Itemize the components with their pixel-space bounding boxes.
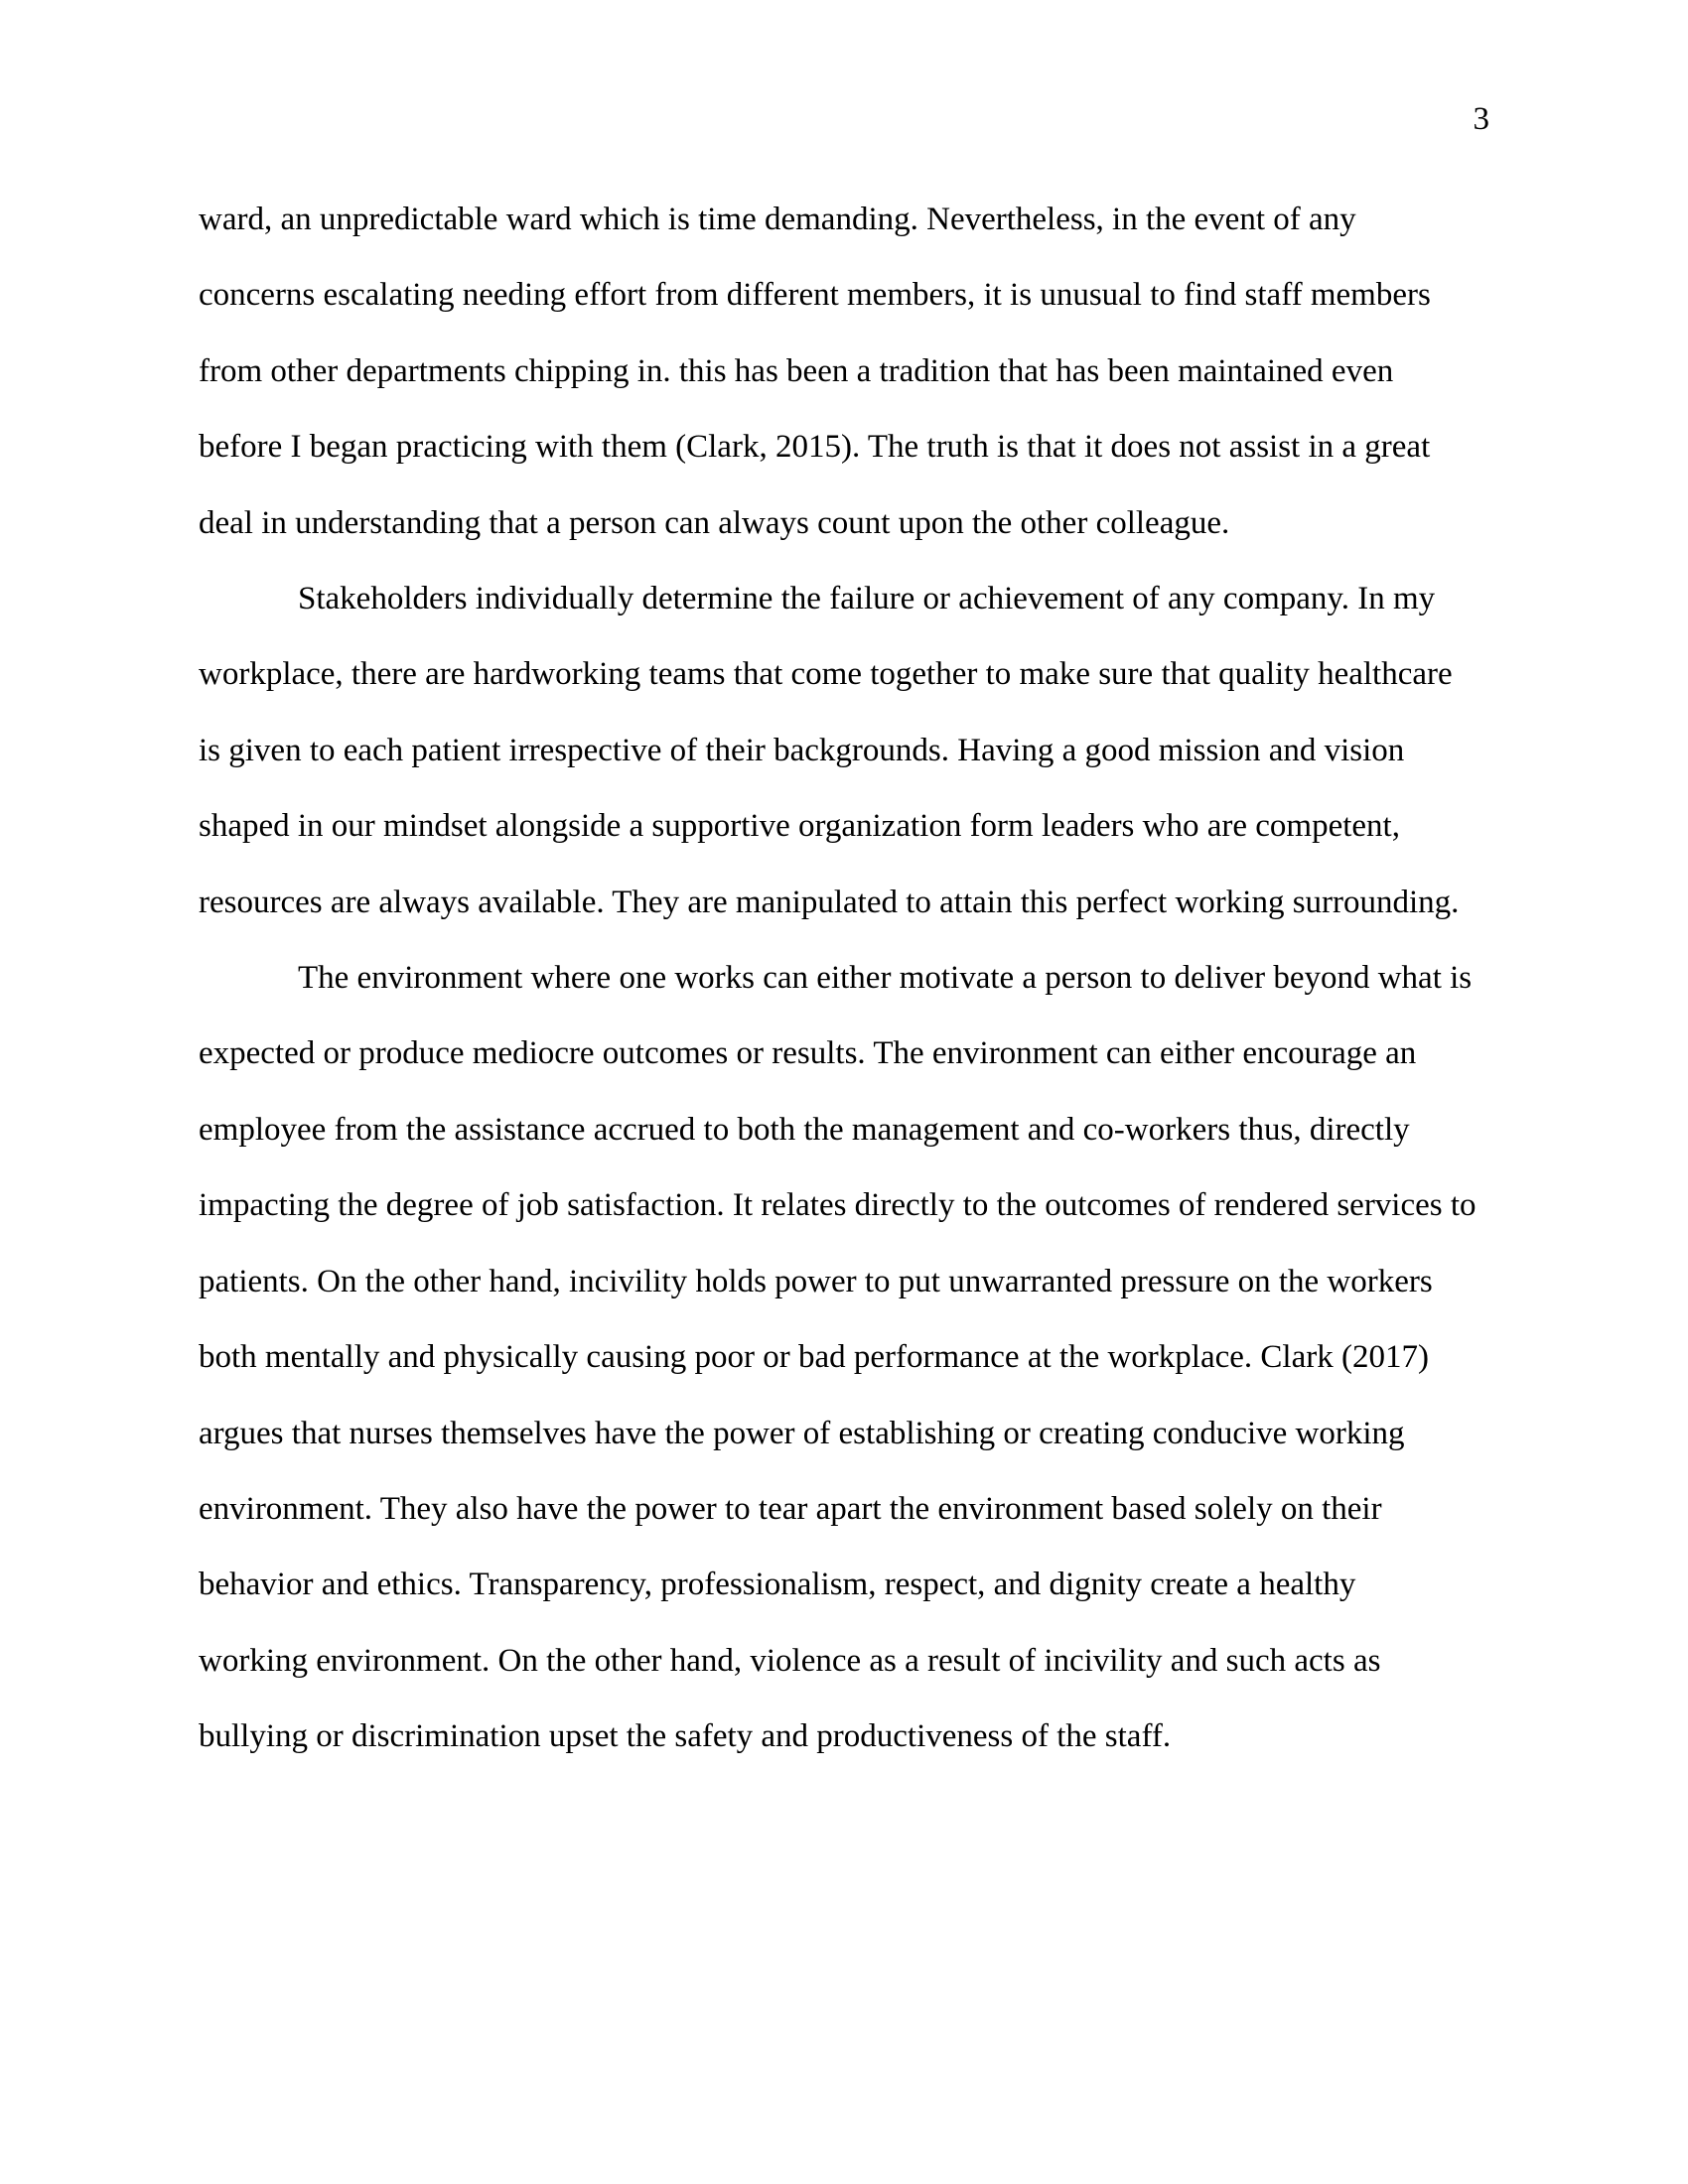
paragraph-2 [199,561,1489,940]
text-line: workplace, there are hardworking teams that come together to make sure that quality healthcare [199,656,1453,693]
text-line: shaped in our mindset alongside a supportive organization form leaders who are competent, [199,808,1400,845]
page-number: 3 [1473,101,1489,137]
text-line: both mentally and physically causing poor or bad performance at the workplace. Clark (2017) [199,1339,1429,1376]
paragraph-3 [199,940,1489,1774]
text-line-indented: The environment where one works can either motivate a person to deliver beyond what is [298,960,1473,997]
text-line: is given to each patient irrespective of their backgrounds. Having a good mission and vision [199,732,1405,768]
text-line: deal in understanding that a person can always count upon the other colleague. [199,504,1230,541]
paragraph-1 [199,182,1489,561]
text-line: concerns escalating needing effort from different members, it is unusual to find staff members [199,277,1431,314]
text-line: impacting the degree of job satisfaction. It relates directly to the outcomes of rendered services to [199,1187,1477,1224]
text-line: from other departments chipping in. this has been a tradition that has been maintained even [199,352,1394,389]
text-line: environment. They also have the power to tear apart the environment based solely on their [199,1490,1382,1527]
text-line: patients. On the other hand, incivility holds power to put unwarranted pressure on the workers [199,1263,1433,1299]
text-line: behavior and ethics. Transparency, professionalism, respect, and dignity create a healthy [199,1567,1356,1603]
text-line: employee from the assistance accrued to both the management and co-workers thus, directly [199,1111,1410,1148]
document-body [199,182,1489,1775]
text-line: resources are always available. They are manipulated to attain this perfect working surrounding. [199,884,1460,920]
text-line: argues that nurses themselves have the power of establishing or creating conducive working [199,1415,1405,1451]
text-line-indented: Stakeholders individually determine the failure or achievement of any company. In my [298,581,1436,617]
text-line: bullying or discrimination upset the safety and productiveness of the staff. [199,1718,1172,1755]
text-line: ward, an unpredictable ward which is time demanding. Nevertheless, in the event of any [199,202,1356,237]
text-line: expected or produce mediocre outcomes or results. The environment can either encourage an [199,1035,1417,1072]
text-line: before I began practicing with them (Clark, 2015). The truth is that it does not assist in a great [199,429,1431,466]
text-line: working environment. On the other hand, violence as a result of incivility and such acts as [199,1642,1381,1679]
